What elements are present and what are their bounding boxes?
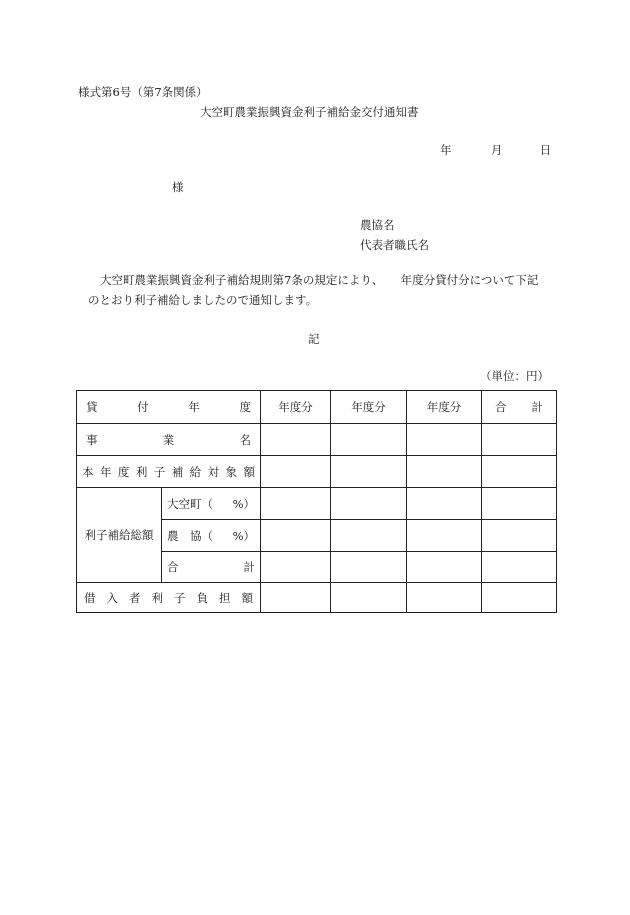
unit-label: （単位：円）: [480, 369, 549, 383]
cell[interactable]: [407, 552, 482, 583]
cell[interactable]: [482, 424, 557, 456]
subsidy-table: [76, 390, 557, 613]
cell[interactable]: [261, 488, 331, 520]
town-share-label: 大空町（ %）: [162, 488, 261, 520]
target-amount-label: 本 年 度 利 子 補 給 対 象 額: [77, 456, 261, 488]
cell[interactable]: [482, 583, 557, 613]
total-subsidy-label: 利子補給総額: [77, 488, 162, 583]
total-col-header: 合 計: [482, 391, 557, 424]
cell[interactable]: [482, 552, 557, 583]
year-col-2: 年度分: [331, 391, 407, 424]
cell[interactable]: [482, 456, 557, 488]
date-month: 月: [490, 143, 503, 157]
year-col-1: 年度分: [261, 391, 331, 424]
date-line: [440, 142, 551, 158]
cell[interactable]: [331, 583, 407, 613]
cell[interactable]: [407, 520, 482, 552]
cell[interactable]: [261, 552, 331, 583]
cell[interactable]: [261, 520, 331, 552]
header-row: [77, 391, 557, 424]
cell[interactable]: [407, 456, 482, 488]
date-day: 日: [539, 143, 552, 157]
ki-heading: 記: [308, 332, 320, 346]
nokyo-share-label: 農 協（ %）: [162, 520, 261, 552]
cell[interactable]: [331, 424, 407, 456]
cell[interactable]: [482, 488, 557, 520]
body-line-1: 大空町農業振興資金利子補給規則第7条の規定により、 年度分貸付分について下記: [100, 273, 539, 287]
cell[interactable]: [331, 488, 407, 520]
borrower-label: 借 入 者 利 子 負 担 額: [77, 583, 261, 613]
date-year: 年: [440, 143, 452, 157]
sender-org-label: 農協名: [360, 218, 395, 232]
target-amount-row: [77, 456, 557, 488]
form-number: 様式第6号（第7条関係）: [78, 85, 208, 99]
cell[interactable]: [482, 520, 557, 552]
borrower-row: [77, 583, 557, 613]
sender-rep-label: 代表者職氏名: [360, 238, 429, 252]
cell[interactable]: [261, 456, 331, 488]
addressee-suffix: 様: [172, 180, 184, 194]
cell[interactable]: [331, 520, 407, 552]
cell[interactable]: [261, 583, 331, 613]
document-title: 大空町農業振興資金利子補給金交付通知書: [200, 105, 419, 119]
cell[interactable]: [407, 488, 482, 520]
cell[interactable]: [331, 552, 407, 583]
body-line-2: のとおり利子補給しましたので通知します。: [88, 293, 318, 307]
town-share-row: [77, 488, 557, 520]
cell[interactable]: [407, 583, 482, 613]
cell[interactable]: [331, 456, 407, 488]
year-col-3: 年度分: [407, 391, 482, 424]
cell[interactable]: [261, 424, 331, 456]
cell[interactable]: [407, 424, 482, 456]
subtotal-label: 合 計: [162, 552, 261, 583]
project-label: 事 業 名: [77, 424, 261, 456]
header-label-cell: 貸 付 年 度: [77, 391, 261, 424]
project-row: [77, 424, 557, 456]
